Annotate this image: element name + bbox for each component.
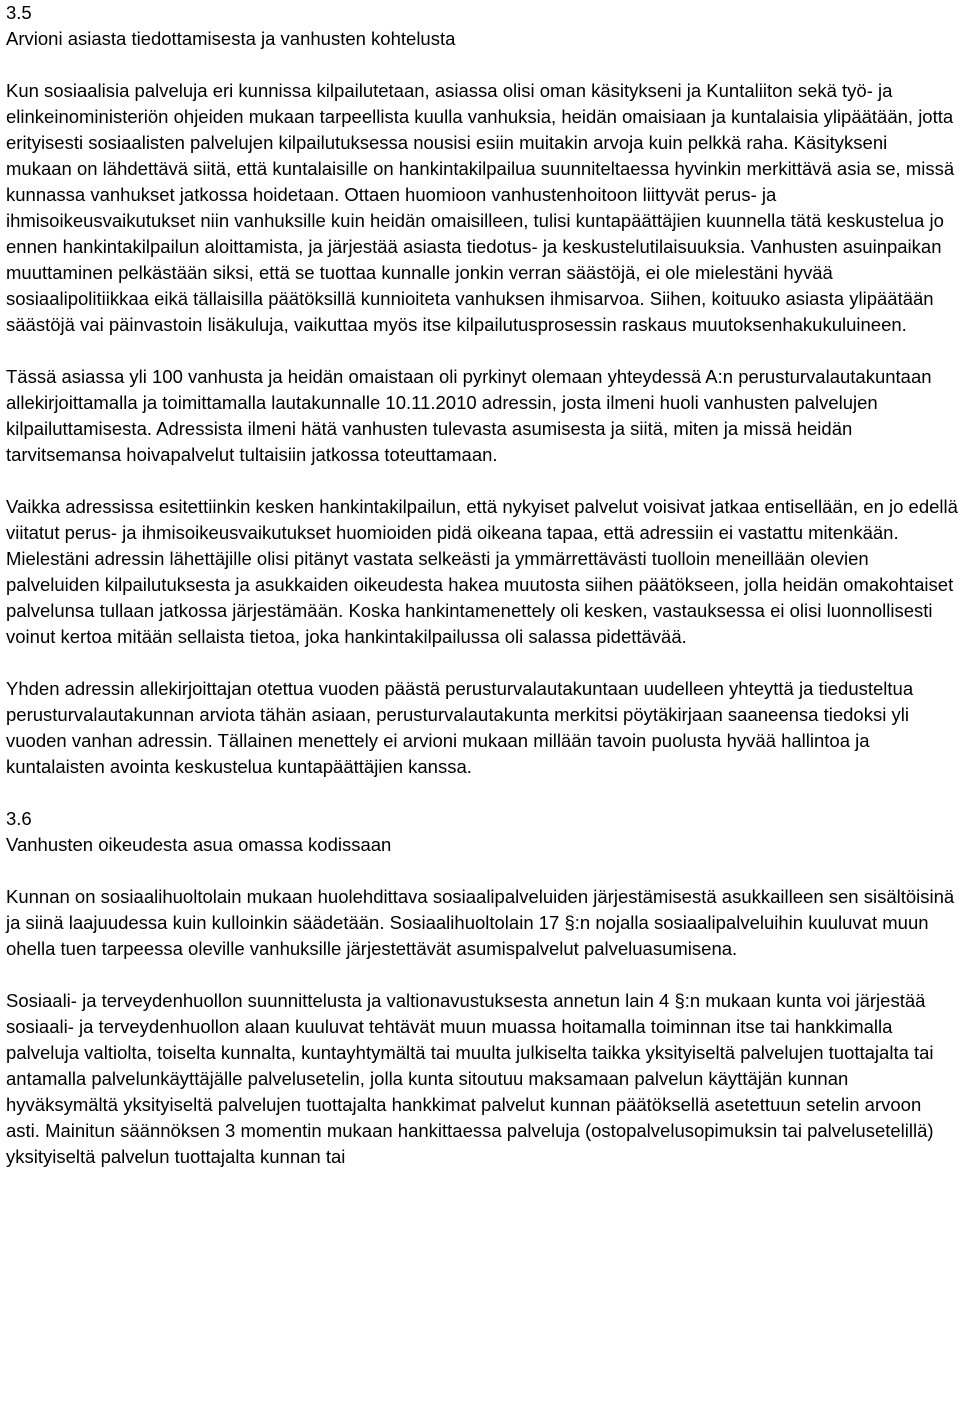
paragraph: Sosiaali- ja terveydenhuollon suunnittelusta ja valtionavustuksesta annetun lain 4 §:n mukaan kunta voi järjestää sosiaali- ja terveydenhuollon alaan kuuluvat tehtävät muun muassa hoitamalla toiminnan itse tai hankkimalla palveluja valtiolta, toiselta kunnalta, kuntayhtymältä tai muulta julkiselta taikka yksityiseltä palvelujen tuottajalta tai antamalla palvelunkäyttäjälle palvelusetelin, jolla kunta sitoutuu maksamaan palvelun käyttäjän kunnan hyväksymältä yksityiseltä palvelujen tuottajalta hankkimat palvelut kunnan päätöksellä asetettuun setelin arvoon asti. Mainitun säännöksen 3 momentin mukaan hankittaessa palveluja (ostopalvelusopimuksin tai palvelusetelillä) yksityiseltä palvelun tuottajalta kunnan tai xyxy=(6,990,934,1167)
section-3-6 xyxy=(6,806,958,1170)
section-title: Arvioni asiasta tiedottamisesta ja vanhusten kohtelusta xyxy=(6,28,456,49)
paragraph: Tässä asiassa yli 100 vanhusta ja heidän omaistaan oli pyrkinyt olemaan yhteydessä A:n perusturvalautakuntaan allekirjoittamalla ja toimittamalla lautakunnalle 10.11.2010 adressin, josta ilmeni huoli vanhusten palvelujen kilpailuttamisesta. Adressista ilmeni hätä vanhusten tulevasta asumisesta ja siitä, miten ja missä heidän tarvitsemansa hoivapalvelut tultaisiin jatkossa toteuttamaan. xyxy=(6,366,932,465)
paragraph: Yhden adressin allekirjoittajan otettua vuoden päästä perusturvalautakuntaan uudelleen yhteyttä ja tiedusteltua perusturvalautakunnan arviota tähän asiaan, perusturvalautakunta merkitsi pöytäkirjaan saaneensa tiedoksi yli vuoden vanhan adressin. Tällainen menettely ei arvioni mukaan millään tavoin puolusta hyvää hallintoa ja kuntalaisten avointa keskustelua kuntapäättäjien kanssa. xyxy=(6,678,914,777)
spacer xyxy=(6,52,958,78)
paragraph: Kunnan on sosiaalihuoltolain mukaan huolehdittava sosiaalipalveluiden järjestämisestä asukkailleen sen sisältöisinä ja siinä laajuudessa kuin kulloinkin säädetään. Sosiaalihuoltolain 17 §:n nojalla sosiaalipalveluihin kuuluvat muun ohella tuen tarpeessa oleville vanhuksille järjestettävät asumispalvelut palveluasumisena. xyxy=(6,886,955,959)
section-number: 3.6 xyxy=(6,808,32,829)
section-number: 3.5 xyxy=(6,2,32,23)
spacer xyxy=(6,858,958,884)
document-page xyxy=(6,0,958,1170)
paragraph: Kun sosiaalisia palveluja eri kunnissa kilpailutetaan, asiassa olisi oman käsitykseni ja Kuntaliiton sekä työ- ja elinkeinoministeriön ohjeiden mukaan tarpeellista kuulla vanhuksia, heidän omaisiaan ja kuntalaisia ylipäätään, jotta erityisesti sosiaalisten palvelujen kilpailutuksessa nousisi esiin muitakin arvoja kuin pelkkä raha. Käsitykseni mukaan on lähdettävä siitä, että kuntalaisille on hankintakilpailua suunniteltaessa hyvinkin merkittävä asia se, missä kunnassa vanhukset jatkossa hoidetaan. Ottaen huomioon vanhustenhoitoon liittyvät perus- ja ihmisoikeusvaikutukset niin vanhuksille kuin heidän omaisilleen, tulisi kuntapäättäjien kuunnella tätä keskustelua jo ennen hankintakilpailun aloittamista, ja järjestää asiasta tiedotus- ja keskustelutilaisuuksia. Vanhusten asuinpaikan muuttaminen pelkästään siksi, että se tuottaa kunnalle jonkin verran säästöjä, ei ole mielestäni hyvää sosiaalipolitiikkaa eikä tällaisilla päätöksillä kunnioiteta vanhuksen ihmisarvoa. Siihen, koituuko asiasta ylipäätään säästöjä vai päinvastoin lisäkuluja, vaikuttaa myös itse kilpailutusprosessin raskaus muutoksenhakukuluineen. xyxy=(6,80,955,335)
paragraph: Vaikka adressissa esitettiinkin kesken hankintakilpailun, että nykyiset palvelut voisivat jatkaa entisellään, en jo edellä viitatut perus- ja ihmisoikeusvaikutukset huomioiden pidä oikeana tapaa, että adressiin ei vastattu mitenkään. Mielestäni adressin lähettäjille olisi pitänyt vastata selkeästi ja ymmärrettävästi tuolloin meneillään olevien palveluiden kilpailutuksesta ja asukkaiden oikeudesta hakea muutosta siihen päätökseen, jolla heidän omakohtaiset palvelunsa tullaan jatkossa järjestämään. Koska hankintamenettely oli kesken, vastauksessa ei olisi luonnollisesti voinut kertoa mitään sellaista tietoa, joka hankintakilpailussa oli salassa pidettävää. xyxy=(6,496,958,647)
section-title: Vanhusten oikeudesta asua omassa kodissaan xyxy=(6,834,392,855)
section-3-5 xyxy=(6,0,958,780)
